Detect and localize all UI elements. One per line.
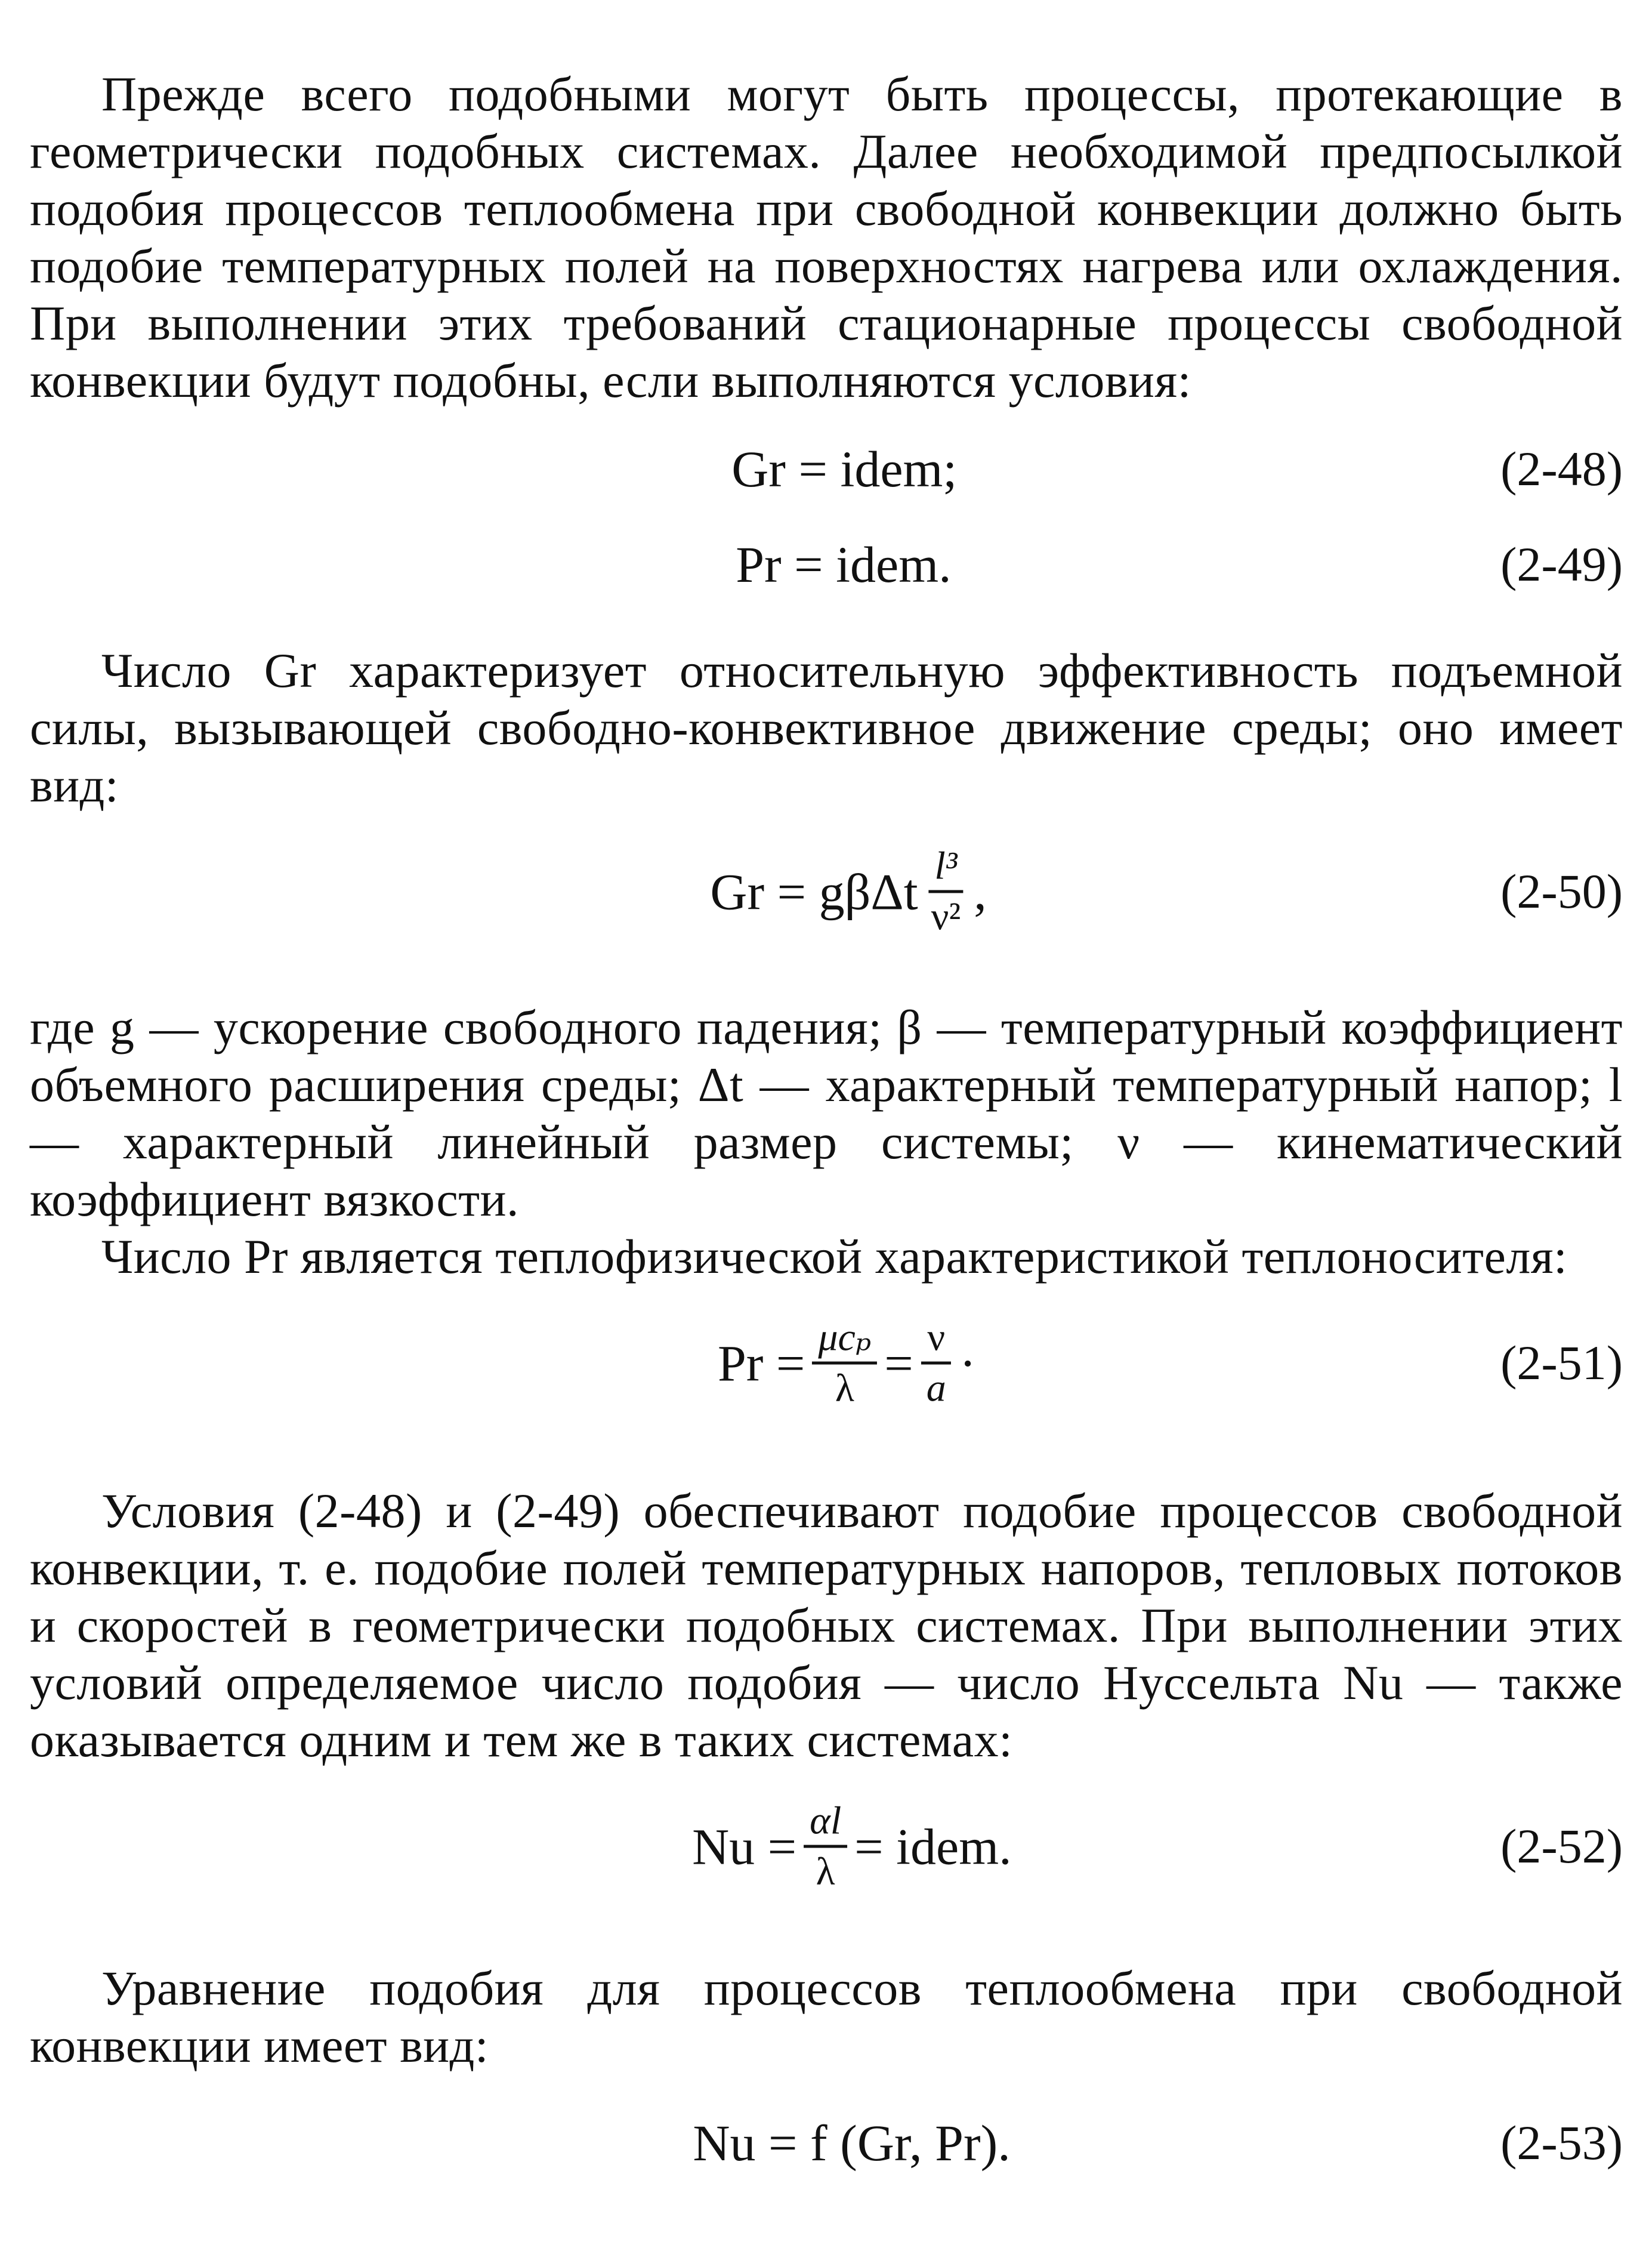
equation-formula [718, 1314, 976, 1413]
fraction-numerator: μcₚ [812, 1314, 877, 1365]
paragraph-5: Условия (2-48) и (2-49) обеспечивают подобие процессов свободной конвекции, т. е. подобие полей температурных напоров, тепловых потоков и скоростей в геометрически подобных системах. При выполнении этих условий определяемое число подобия — число Нуссельта Nu — также оказывается одним и тем же в таких системах: [30, 1484, 1623, 1767]
paragraph-3: где g — ускорение свободного падения; β — температурный коэффициент объемного расширения среды; Δt — характерный температурный напор; l — характерный линейный размер системы; ν — кинематический коэффициент вязкости. [30, 1000, 1623, 1226]
equation-number: (2-48) [1500, 442, 1623, 496]
equation-formula [692, 1797, 1012, 1896]
fraction-denominator: a [926, 1366, 946, 1410]
paragraph-6: Уравнение подобия для процессов теплообмена при свободной конвекции имеет вид: [30, 1961, 1623, 2073]
equation-tail: · [959, 1334, 977, 1392]
equation-mid: = [884, 1334, 913, 1392]
fraction [925, 843, 967, 941]
equation-2-50 [30, 814, 1623, 969]
fraction-denominator: λ [835, 1366, 854, 1410]
paragraph-1: Прежде всего подобными могут быть процессы, протекающие в геометрически подобных системах. Далее необходимой предпосылкой подобия процессов теплообмена при свободной конвекции должно быть подобие температурных полей на поверхностях нагрева или охлаждения. При выполнении этих требований стационарные процессы свободной конвекции будут подобны, если выполняются условия: [30, 67, 1623, 408]
equation-number: (2-52) [1500, 1819, 1623, 1873]
equation-number: (2-53) [1500, 2116, 1623, 2170]
equation-tail: , [974, 863, 987, 920]
equation-2-52 [30, 1769, 1623, 1924]
fraction-numerator: ν [921, 1314, 951, 1365]
fraction-numerator: αl [804, 1797, 847, 1848]
equation-2-51 [30, 1285, 1623, 1441]
equation-formula: Nu = f (Gr, Pr). [693, 2114, 1011, 2172]
equation-number: (2-51) [1500, 1336, 1623, 1390]
equation-number: (2-49) [1500, 537, 1623, 591]
equation-formula: Pr = idem. [736, 536, 952, 593]
paragraph-2: Число Gr характеризует относительную эффективность подъемной силы, вызывающей свободно-конвективное движение среды; оно имеет вид: [30, 643, 1623, 812]
equation-tail: = idem. [854, 1818, 1012, 1875]
fraction [921, 1314, 952, 1413]
paragraph-4: Число Pr является теплофизической характеристикой теплоносителя: [101, 1229, 1568, 1284]
equation-2-48 [30, 409, 1623, 529]
fraction-denominator: ν² [931, 895, 961, 939]
equation-formula [710, 843, 986, 941]
equation-2-53 [30, 2074, 1623, 2212]
equation-formula: Gr = idem; [731, 440, 958, 498]
fraction [812, 1314, 877, 1413]
equation-lhs: Gr = gβΔt [710, 863, 918, 920]
fraction [804, 1797, 847, 1896]
equation-lhs: Nu = [692, 1818, 797, 1875]
page [30, 66, 1623, 2212]
fraction-numerator: l³ [928, 843, 963, 893]
equation-2-49 [30, 529, 1623, 600]
equation-number: (2-50) [1500, 864, 1623, 918]
fraction-denominator: λ [816, 1849, 835, 1894]
equation-lhs: Pr = [717, 1334, 805, 1392]
